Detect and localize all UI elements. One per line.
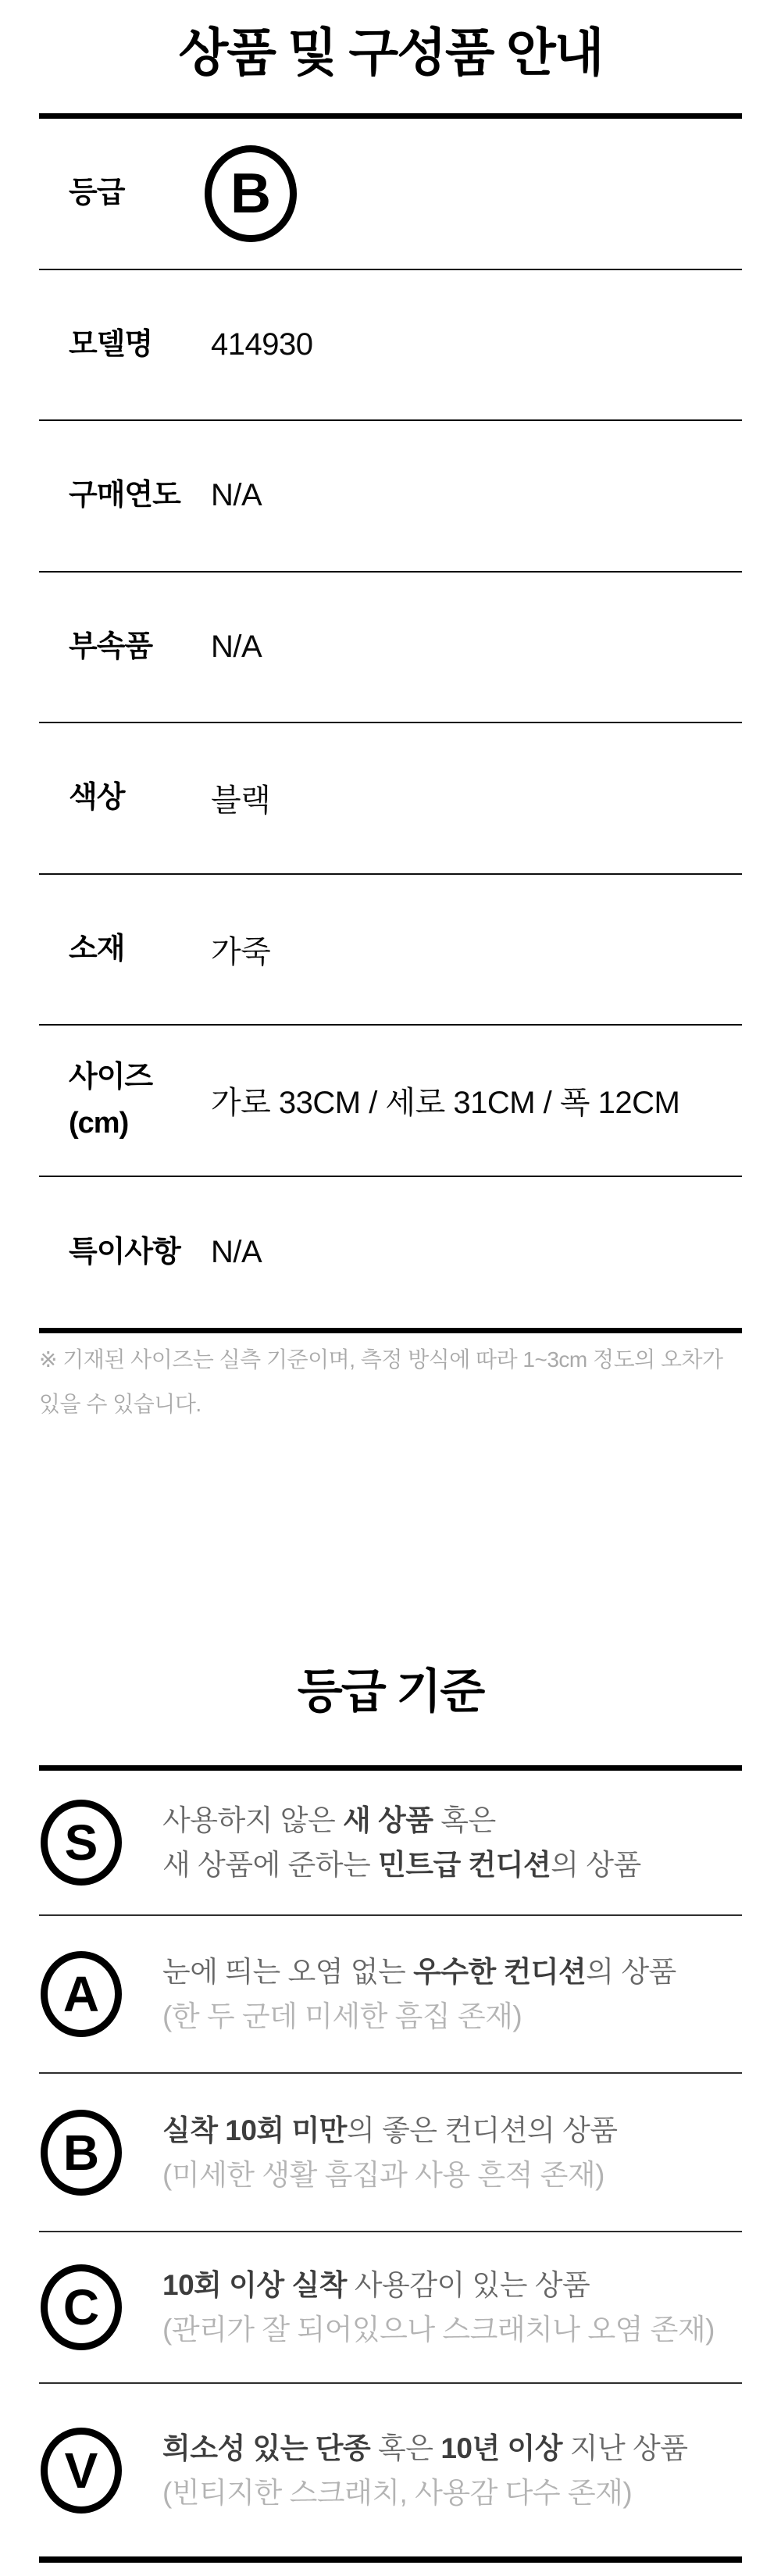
grade-guide-table: [39, 1765, 742, 2563]
grade-row-b: [39, 2074, 742, 2232]
grade-v-letter: V: [64, 2442, 98, 2499]
row-color-value: 블랙: [211, 783, 271, 819]
grade-v-icon: [41, 2428, 122, 2514]
row-size-label: [69, 1054, 201, 1147]
grade-b-badge-letter: B: [230, 162, 271, 225]
grade-a-icon: [41, 1951, 122, 2037]
grade-a-line1: 눈에 띄는 오염 없는 우수한 컨디션의 상품: [162, 1956, 676, 1988]
grade-c-letter: C: [62, 2279, 100, 2335]
row-material-label: 소재: [69, 932, 125, 965]
grade-s-letter: S: [64, 1814, 98, 1871]
grade-s-line1: 사용하지 않은 새 상품 혹은: [162, 1804, 496, 1836]
row-grade-label: 등급: [69, 177, 125, 210]
row-color: [39, 723, 742, 875]
row-special-notes-label: 특이사항: [69, 1235, 180, 1268]
grade-a-letter: A: [62, 1966, 100, 2022]
product-info-table: [39, 113, 742, 1333]
grade-b-description: [162, 2108, 742, 2197]
grade-c-note: (관리가 잘 되어있으나 스크래치나 오염 존재): [162, 2314, 715, 2346]
row-purchase-year: [39, 421, 742, 573]
grade-c-icon: [41, 2264, 122, 2350]
row-special-notes: [39, 1177, 742, 1329]
row-model-label: 모델명: [69, 327, 153, 361]
row-size-label-line1: 사이즈: [69, 1060, 153, 1094]
row-model-value: 414930: [211, 326, 313, 362]
row-size-label-line2: (cm): [69, 1106, 129, 1140]
grade-b-icon: [41, 2110, 122, 2196]
grade-b-note: (미세한 생활 흠집과 사용 흔적 존재): [162, 2158, 604, 2191]
row-accessories-label: 부속품: [69, 630, 153, 663]
grade-guide-title: 등급 기준: [297, 1665, 484, 1718]
grade-b-badge-icon: [205, 145, 297, 242]
row-grade: [39, 119, 742, 270]
grade-s-line2: 새 상품에 준하는 민트급 컨디션의 상품: [162, 1849, 641, 1881]
grade-v-description: [162, 2426, 742, 2515]
product-info-title: 상품 및 구성품 안내: [178, 23, 603, 81]
grade-v-line1: 희소성 있는 단종 혹은 10년 이상 지난 상품: [162, 2432, 688, 2464]
grade-c-description: [162, 2263, 742, 2352]
grade-a-description: [162, 1950, 742, 2039]
grade-row-c: [39, 2232, 742, 2384]
grade-b-letter: B: [62, 2124, 100, 2181]
size-disclaimer-footnote: ※ 기재된 사이즈는 실측 기준이며, 측정 방식에 따라 1~3cm 정도의 오차가 있을 수 있습니다.: [39, 1347, 723, 1416]
row-special-notes-value: N/A: [211, 1234, 262, 1269]
grade-b-line1: 실착 10회 미만의 좋은 컨디션의 상품: [162, 2114, 618, 2146]
grade-row-s: [39, 1771, 742, 1916]
grade-s-icon: [41, 1800, 122, 1886]
grade-a-note: (한 두 군데 미세한 흠집 존재): [162, 2000, 522, 2032]
row-size-value: 가로 33CM / 세로 31CM / 폭 12CM: [211, 1086, 680, 1121]
row-purchase-year-value: N/A: [211, 478, 262, 513]
row-accessories: [39, 573, 742, 724]
grade-c-line1: 10회 이상 실착 사용감이 있는 상품: [162, 2269, 590, 2301]
row-purchase-year-label: 구매연도: [69, 479, 180, 512]
grade-s-description: [162, 1798, 742, 1887]
grade-row-a: [39, 1916, 742, 2074]
grade-row-v: [39, 2384, 742, 2556]
row-color-label: 색상: [69, 781, 125, 815]
row-material-value: 가죽: [211, 934, 271, 969]
row-accessories-value: N/A: [211, 629, 262, 664]
row-size: [39, 1026, 742, 1177]
row-model: [39, 270, 742, 422]
grade-v-note: (빈티지한 스크래치, 사용감 다수 존재): [162, 2476, 633, 2509]
row-material: [39, 875, 742, 1026]
